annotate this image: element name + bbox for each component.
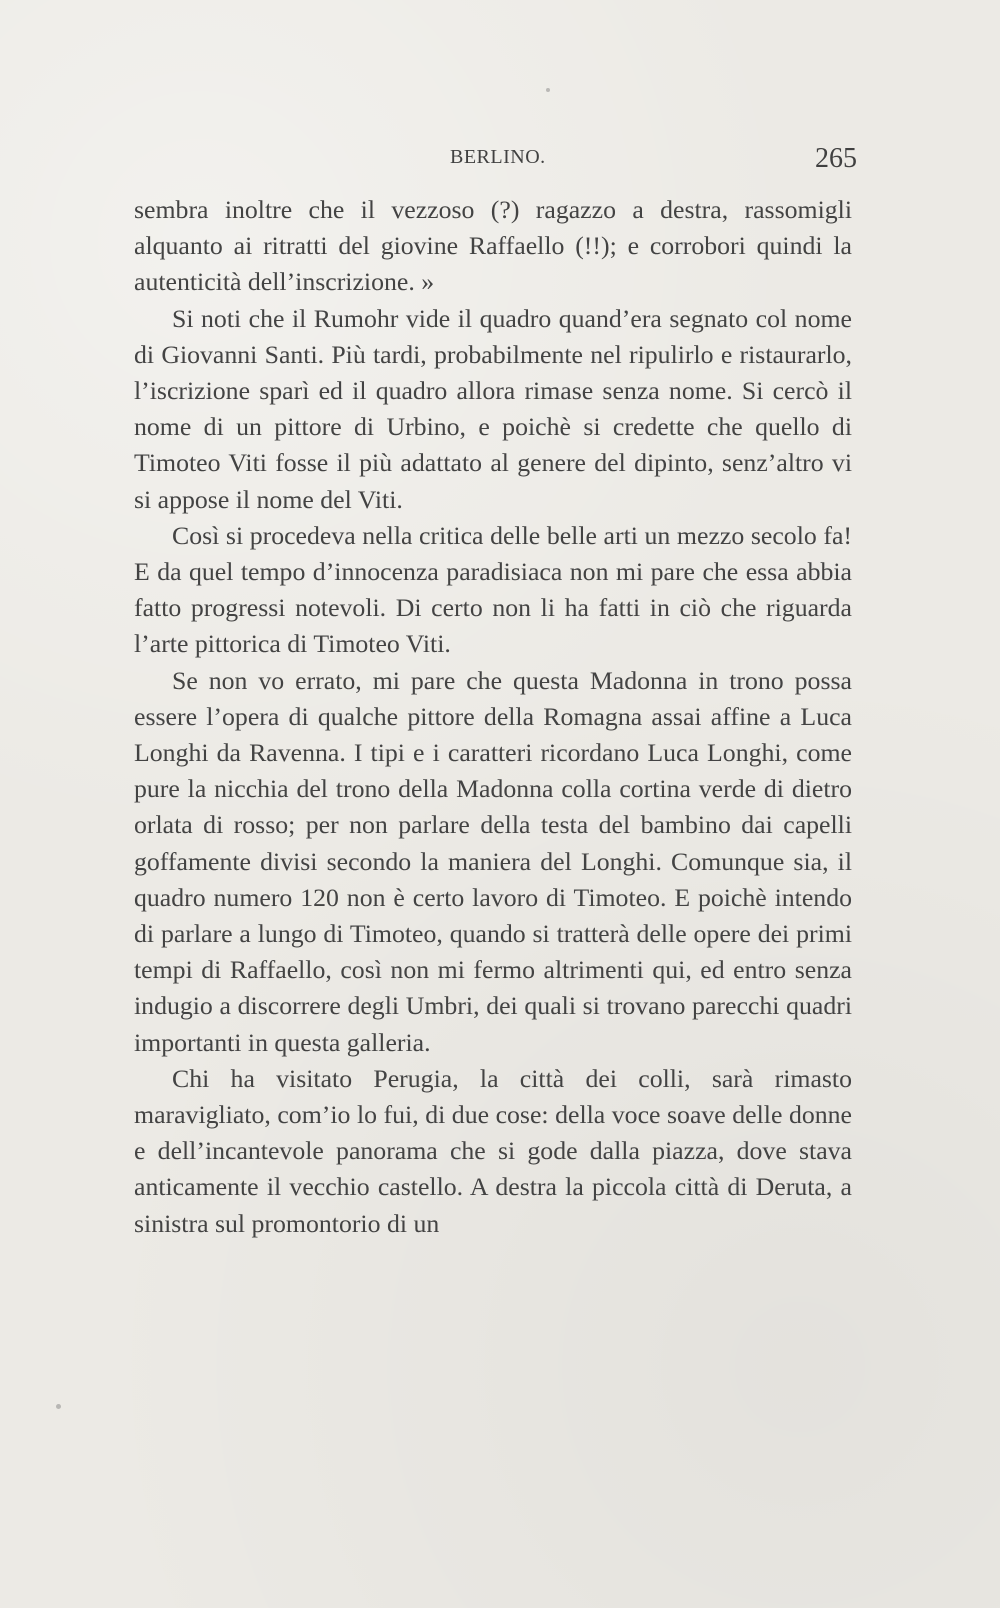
page-header — [136, 143, 857, 180]
paragraph-5: Chi ha visitato Perugia, la città dei colli, sarà rimasto maravigliato, com’io lo fui, di due cose: della voce soave delle donne e dell’incantevole panorama che si gode dalla piazza, dove stava anticamente il vecchio castello. A destra la piccola città di Deruta, a sinistra sul promontorio di un — [134, 1063, 852, 1238]
page-number: 265 — [815, 143, 857, 174]
paragraph-1: sembra inoltre che il vezzoso (?) ragazzo a destra, rassomigli alquanto ai ritratti del giovine Raffaello (!!); e corrobori quindi la autenticità dell’inscrizione. » — [134, 195, 852, 297]
paragraph-4: Se non vo errato, mi pare che questa Madonna in trono possa essere l’opera di qualche pittore della Romagna assai affine a Luca Longhi da Ravenna. I tipi e i caratteri ricordano Luca Longhi, come pure la nicchia del trono della Madonna colla cortina verde di dietro orlata di rosso; per non parlare della testa del bambino dai capelli goffamente divisi secondo la maniera del Longhi. Comunque sia, il quadro numero 120 non è certo lavoro di Timoteo. E poichè intendo di parlare a lungo di Timoteo, quando si tratterà delle opere dei primi tempi di Raffaello, così non mi fermo altrimenti qui, ed entro senza indugio a discorrere degli Umbri, dei quali si trovano parecchi quadri importanti in questa galleria. — [134, 665, 852, 1057]
paragraph-2: Si noti che il Rumohr vide il quadro quand’era segnato col nome di Giovanni Santi. Più tardi, probabilmente nel ripulirlo e ristaurarlo, l’iscrizione sparì ed il quadro allora rimase senza nome. Si cercò il nome di un pittore di Urbino, e poichè si credette che quello di Timoteo Viti fosse il più adattato al genere del dipinto, senz’altro vi si appose il nome del Viti. — [134, 303, 852, 514]
body-text — [134, 192, 852, 1242]
paper-speck — [546, 88, 550, 92]
running-head: BERLINO. — [450, 146, 546, 168]
paragraph-3: Così si procedeva nella critica delle belle arti un mezzo secolo fa! E da quel tempo d’innocenza paradisiaca non mi pare che essa abbia fatto progressi notevoli. Di certo non li ha fatti in ciò che riguarda l’arte pittorica di Timoteo Viti. — [134, 520, 852, 659]
paper-speck — [56, 1404, 61, 1409]
